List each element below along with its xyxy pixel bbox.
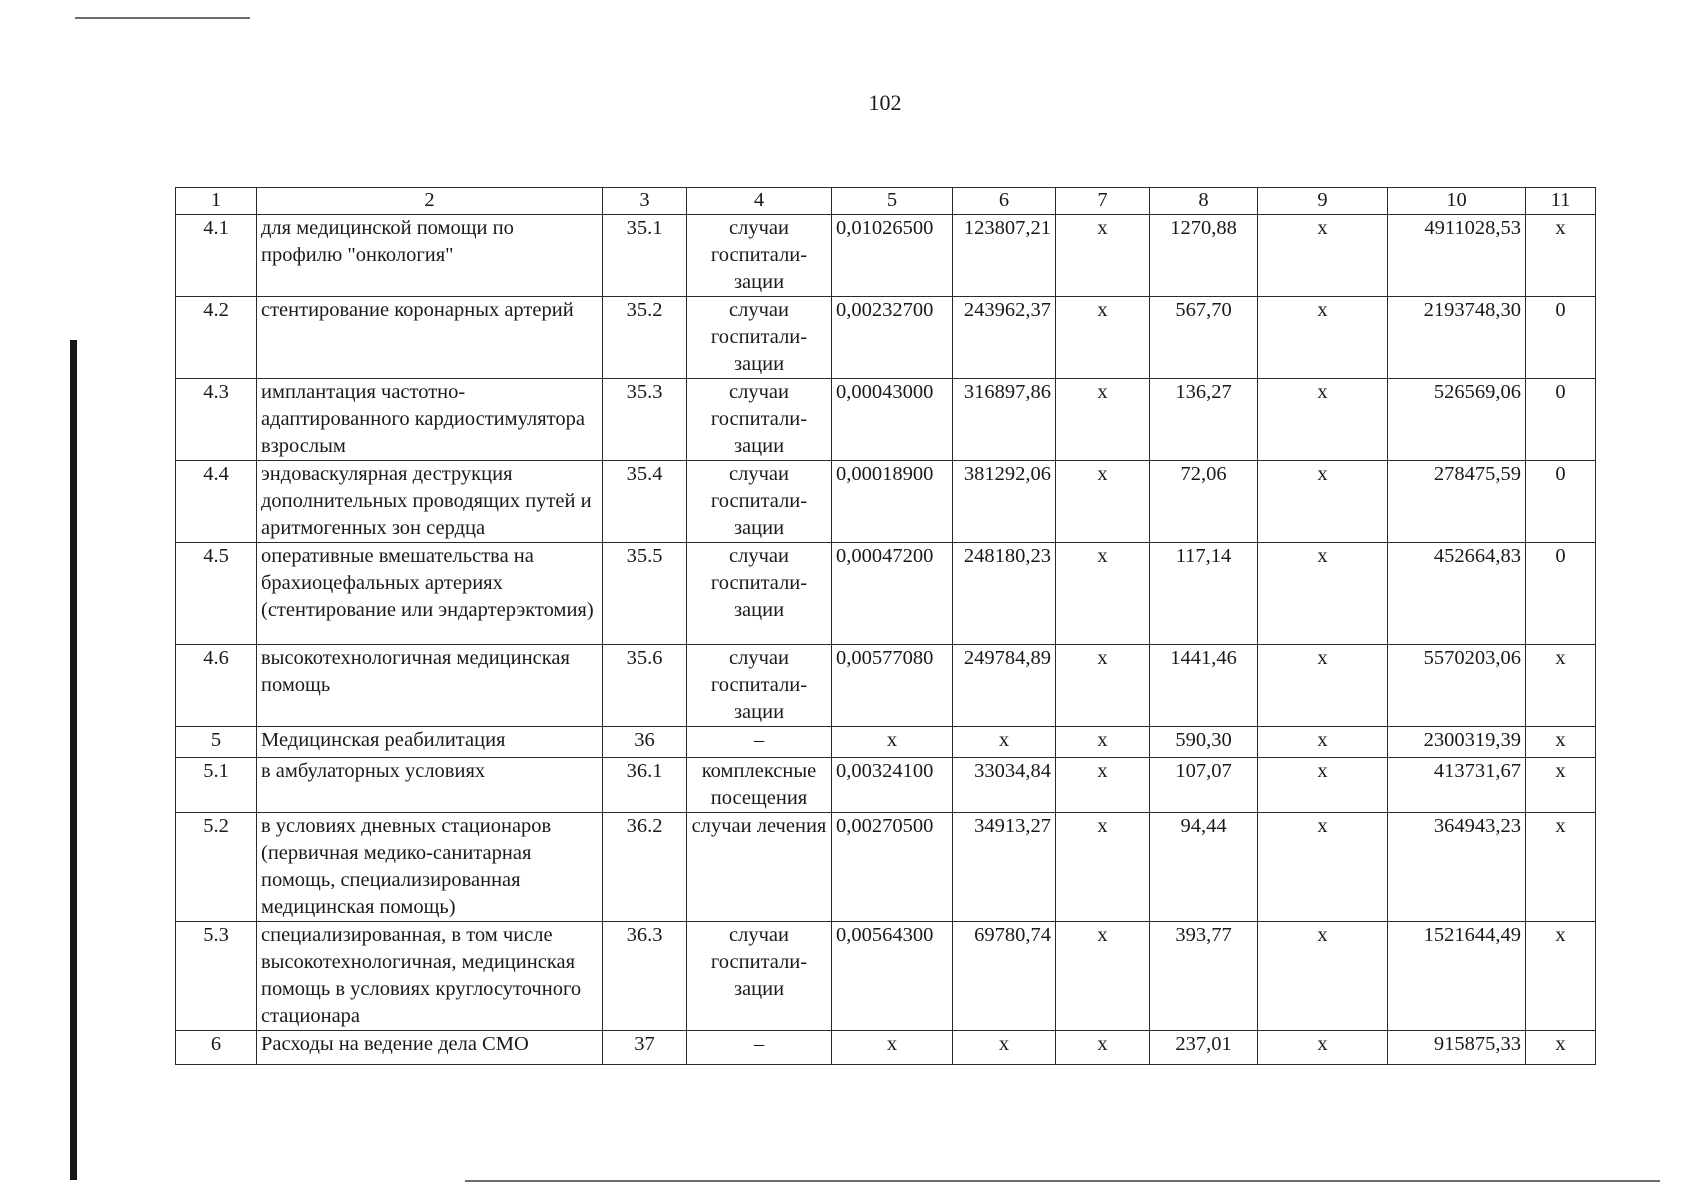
column-number-5: 5 (832, 188, 953, 215)
col9-value: x (1258, 215, 1388, 297)
unit-of-measure: случаи лечения (687, 813, 832, 922)
col9-value: x (1258, 543, 1388, 645)
unit-of-measure: случаи госпитали-зации (687, 922, 832, 1031)
row-number: 4.2 (176, 297, 257, 379)
service-name: оперативные вмешательства на брахиоцефальных артериях (стентирование или эндартерэктомия) (257, 543, 603, 645)
column-number-2: 2 (257, 188, 603, 215)
col11-value: x (1526, 813, 1596, 922)
volume-rate: 0,00270500 (832, 813, 953, 922)
unit-of-measure: случаи госпитали-зации (687, 379, 832, 461)
col7-value: x (1056, 813, 1150, 922)
volume-rate: 0,00043000 (832, 379, 953, 461)
table-row (176, 379, 1596, 461)
total-amount: 2193748,30 (1388, 297, 1526, 379)
volume-rate: 0,00324100 (832, 758, 953, 813)
row-number: 4.6 (176, 645, 257, 727)
unit-cost: 123807,21 (953, 215, 1056, 297)
line-code: 35.1 (603, 215, 687, 297)
col9-value: x (1258, 297, 1388, 379)
col11-value: x (1526, 727, 1596, 758)
total-amount: 4911028,53 (1388, 215, 1526, 297)
total-amount: 2300319,39 (1388, 727, 1526, 758)
unit-of-measure: комплексные посещения (687, 758, 832, 813)
table-row (176, 1031, 1596, 1065)
unit-of-measure: случаи госпитали-зации (687, 645, 832, 727)
row-number: 5.1 (176, 758, 257, 813)
row-number: 4.4 (176, 461, 257, 543)
column-number-6: 6 (953, 188, 1056, 215)
col7-value: x (1056, 215, 1150, 297)
service-name: высокотехнологичная медицинская помощь (257, 645, 603, 727)
page-number: 102 (868, 90, 902, 115)
total-amount: 364943,23 (1388, 813, 1526, 922)
col7-value: x (1056, 727, 1150, 758)
service-name: для медицинской помощи по профилю "онкология" (257, 215, 603, 297)
col9-value: x (1258, 813, 1388, 922)
unit-cost: 316897,86 (953, 379, 1056, 461)
col11-value: 0 (1526, 543, 1596, 645)
unit-of-measure: – (687, 727, 832, 758)
line-code: 36.1 (603, 758, 687, 813)
unit-cost: 381292,06 (953, 461, 1056, 543)
unit-cost: 33034,84 (953, 758, 1056, 813)
table-row (176, 922, 1596, 1031)
table-row (176, 297, 1596, 379)
service-name: Расходы на ведение дела СМО (257, 1031, 603, 1065)
line-code: 37 (603, 1031, 687, 1065)
col11-value: x (1526, 758, 1596, 813)
volume-rate: x (832, 727, 953, 758)
unit-cost: 69780,74 (953, 922, 1056, 1031)
line-code: 35.6 (603, 645, 687, 727)
column-number-8: 8 (1150, 188, 1258, 215)
col7-value: x (1056, 297, 1150, 379)
column-number-9: 9 (1258, 188, 1388, 215)
row-number: 6 (176, 1031, 257, 1065)
scan-binding-bar (70, 340, 77, 1180)
total-amount: 915875,33 (1388, 1031, 1526, 1065)
per-capita-amount: 117,14 (1150, 543, 1258, 645)
service-name: в условиях дневных стационаров (первичная медико-санитарная помощь, специализированная медицинская помощь) (257, 813, 603, 922)
volume-rate: x (832, 1031, 953, 1065)
row-number: 5.2 (176, 813, 257, 922)
row-number: 5.3 (176, 922, 257, 1031)
per-capita-amount: 393,77 (1150, 922, 1258, 1031)
col7-value: x (1056, 543, 1150, 645)
line-code: 36.3 (603, 922, 687, 1031)
row-number: 4.1 (176, 215, 257, 297)
column-number-7: 7 (1056, 188, 1150, 215)
service-name: стентирование коронарных артерий (257, 297, 603, 379)
row-number: 4.5 (176, 543, 257, 645)
scan-edge-line-top (75, 17, 250, 19)
per-capita-amount: 1270,88 (1150, 215, 1258, 297)
col9-value: x (1258, 461, 1388, 543)
col9-value: x (1258, 727, 1388, 758)
unit-of-measure: случаи госпитали-зации (687, 297, 832, 379)
table-row (176, 215, 1596, 297)
service-name: эндоваскулярная деструкция дополнительных проводящих путей и аритмогенных зон сердца (257, 461, 603, 543)
column-number-11: 11 (1526, 188, 1596, 215)
line-code: 36 (603, 727, 687, 758)
scan-edge-line-bottom (465, 1180, 1660, 1182)
unit-cost: 34913,27 (953, 813, 1056, 922)
unit-of-measure: случаи госпитали-зации (687, 215, 832, 297)
table-row (176, 727, 1596, 758)
unit-cost: 249784,89 (953, 645, 1056, 727)
service-name: специализированная, в том числе высокотехнологичная, медицинская помощь в условиях круглосуточного стационара (257, 922, 603, 1031)
col7-value: x (1056, 379, 1150, 461)
volume-rate: 0,00047200 (832, 543, 953, 645)
column-number-1: 1 (176, 188, 257, 215)
volume-rate: 0,01026500 (832, 215, 953, 297)
total-amount: 413731,67 (1388, 758, 1526, 813)
col7-value: x (1056, 645, 1150, 727)
volume-rate: 0,00232700 (832, 297, 953, 379)
col9-value: x (1258, 922, 1388, 1031)
col11-value: x (1526, 1031, 1596, 1065)
per-capita-amount: 107,07 (1150, 758, 1258, 813)
total-amount: 278475,59 (1388, 461, 1526, 543)
total-amount: 1521644,49 (1388, 922, 1526, 1031)
unit-of-measure: – (687, 1031, 832, 1065)
unit-cost: 243962,37 (953, 297, 1056, 379)
per-capita-amount: 94,44 (1150, 813, 1258, 922)
line-code: 35.2 (603, 297, 687, 379)
total-amount: 5570203,06 (1388, 645, 1526, 727)
total-amount: 526569,06 (1388, 379, 1526, 461)
table-row (176, 461, 1596, 543)
unit-cost: 248180,23 (953, 543, 1056, 645)
col11-value: 0 (1526, 297, 1596, 379)
line-code: 35.5 (603, 543, 687, 645)
col7-value: x (1056, 461, 1150, 543)
service-name: Медицинская реабилитация (257, 727, 603, 758)
service-name: в амбулаторных условиях (257, 758, 603, 813)
table-body (176, 215, 1596, 1065)
column-number-4: 4 (687, 188, 832, 215)
per-capita-amount: 590,30 (1150, 727, 1258, 758)
col11-value: x (1526, 215, 1596, 297)
unit-cost: x (953, 1031, 1056, 1065)
column-number-10: 10 (1388, 188, 1526, 215)
volume-rate: 0,00018900 (832, 461, 953, 543)
col7-value: x (1056, 758, 1150, 813)
col11-value: 0 (1526, 461, 1596, 543)
unit-of-measure: случаи госпитали-зации (687, 461, 832, 543)
table-row (176, 645, 1596, 727)
per-capita-amount: 72,06 (1150, 461, 1258, 543)
line-code: 35.4 (603, 461, 687, 543)
total-amount: 452664,83 (1388, 543, 1526, 645)
line-code: 36.2 (603, 813, 687, 922)
line-code: 35.3 (603, 379, 687, 461)
col11-value: x (1526, 645, 1596, 727)
col7-value: x (1056, 1031, 1150, 1065)
unit-of-measure: случаи госпитали-зации (687, 543, 832, 645)
per-capita-amount: 567,70 (1150, 297, 1258, 379)
per-capita-amount: 237,01 (1150, 1031, 1258, 1065)
per-capita-amount: 1441,46 (1150, 645, 1258, 727)
table-row (176, 813, 1596, 922)
col11-value: x (1526, 922, 1596, 1031)
row-number: 5 (176, 727, 257, 758)
unit-cost: x (953, 727, 1056, 758)
row-number: 4.3 (176, 379, 257, 461)
volume-rate: 0,00577080 (832, 645, 953, 727)
volume-rate: 0,00564300 (832, 922, 953, 1031)
col11-value: 0 (1526, 379, 1596, 461)
tariff-table (175, 187, 1596, 1065)
per-capita-amount: 136,27 (1150, 379, 1258, 461)
col9-value: x (1258, 379, 1388, 461)
col7-value: x (1056, 922, 1150, 1031)
service-name: имплантация частотно-адаптированного кардиостимулятора взрослым (257, 379, 603, 461)
col9-value: x (1258, 1031, 1388, 1065)
col9-value: x (1258, 758, 1388, 813)
col9-value: x (1258, 645, 1388, 727)
table-row (176, 543, 1596, 645)
column-number-3: 3 (603, 188, 687, 215)
column-number-row (176, 188, 1596, 215)
table-row (176, 758, 1596, 813)
